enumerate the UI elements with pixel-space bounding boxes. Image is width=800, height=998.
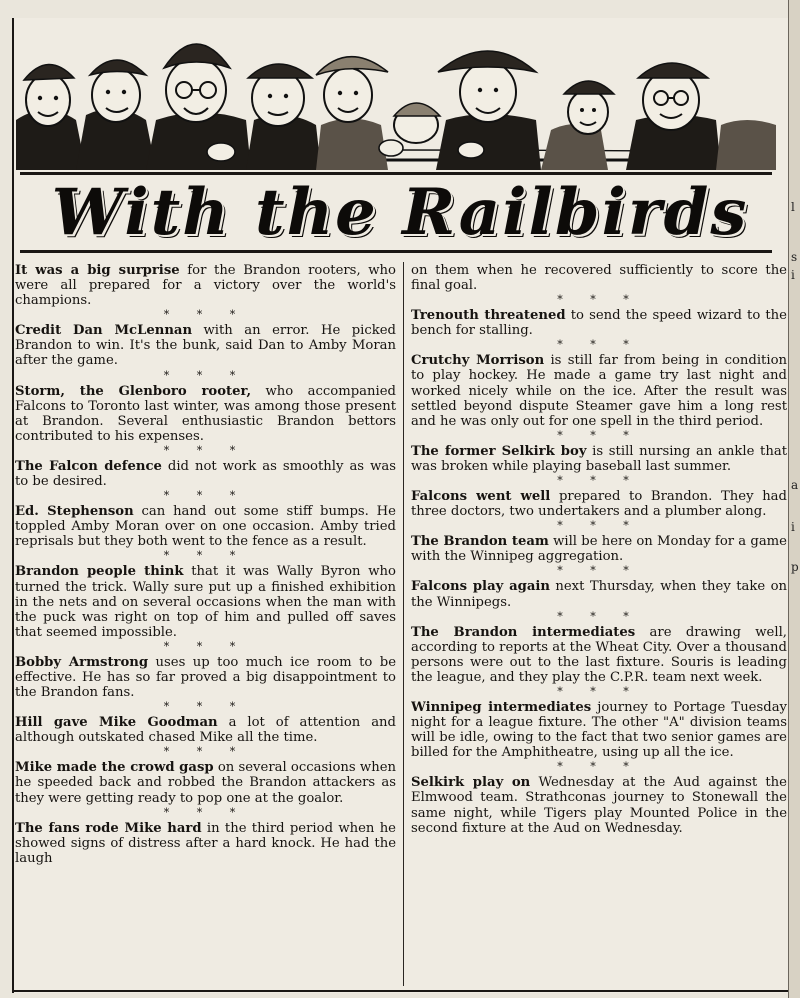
news-item: [15, 715, 396, 745]
news-item-lead: Hill gave Mike Goodman: [15, 715, 218, 731]
column-divider: [403, 262, 404, 986]
news-item: [411, 534, 787, 564]
news-item-lead: Credit Dan McLennan: [15, 323, 193, 339]
news-item: [15, 564, 396, 639]
left-column: [15, 263, 396, 985]
news-item: [15, 384, 396, 444]
item-separator: * * *: [163, 700, 248, 714]
news-item-lead: Bobby Armstrong: [15, 654, 149, 670]
item-separator: * * *: [557, 684, 641, 698]
news-item: [411, 489, 787, 519]
edge-letter: p: [791, 560, 799, 574]
item-separator: * * *: [163, 489, 248, 503]
page-title: With the Railbirds: [51, 175, 749, 250]
news-item-body: on several occasions when he speeded back and robbed the Brandon attackers as they were getting ready to pop one at the goalor.: [15, 760, 396, 806]
news-item-lead: The Falcon defence: [15, 458, 162, 474]
news-item-lead: The Brandon team: [411, 534, 549, 550]
railbirds-cartoon-illustration: [16, 20, 776, 170]
news-item: [411, 700, 787, 760]
news-item-body: that it was Wally Byron who turned the trick. Wally sure put up a finished exhibition in the nets and on several occasions when the man with the puck was right on top of him and pulled off saves that seemed impossible.: [15, 564, 396, 640]
news-item: [411, 263, 787, 293]
edge-letter: a: [791, 478, 799, 492]
news-item-lead: The former Selkirk boy: [411, 443, 587, 459]
news-item-lead: The Brandon intermediates: [411, 624, 636, 640]
edge-letter: l: [791, 200, 795, 214]
title-bottom-rule: [20, 250, 772, 253]
news-item: [15, 323, 396, 368]
item-separator: * * *: [163, 745, 248, 759]
news-item-lead: The fans rode Mike hard: [15, 820, 202, 836]
news-item-body: are drawing well, according to reports at the Wheat City. Over a thousand persons were out to the last fixture. Souris is leading the league, and they play the C.P.R. team next week.: [411, 624, 787, 685]
news-item-body: did not work as smoothly as was to be desired.: [15, 458, 396, 490]
adjacent-page-edge: [788, 0, 800, 998]
news-item: [15, 821, 396, 866]
news-item-body: who accompanied Falcons to Toronto last winter, was among those present at Brandon. Several enthusiastic Brandon bettors contributed to his expenses.: [15, 383, 396, 444]
news-item-body: is still nursing an ankle that was broken while playing baseball last summer.: [411, 443, 787, 474]
item-separator: * * *: [557, 760, 641, 774]
news-item: [15, 655, 396, 700]
news-item-body: for the Brandon rooters, who were all prepared for a victory over the world's champions.: [15, 263, 396, 309]
item-separator: * * *: [557, 609, 641, 623]
news-item-body: with an error. He picked Brandon to win. It's the bunk, said Dan to Amby Moran after the game.: [15, 323, 396, 369]
edge-letter: i: [791, 520, 795, 534]
item-separator: * * *: [557, 519, 641, 533]
news-item: [411, 308, 787, 338]
right-column: [411, 263, 787, 985]
news-item: [15, 263, 396, 308]
news-item: [411, 353, 787, 428]
edge-letter: i: [791, 268, 795, 282]
news-item: [411, 579, 787, 609]
news-item-lead: Trenouth threatened: [411, 308, 566, 324]
news-item: [15, 760, 396, 805]
news-item-body: on them when he recovered sufficiently to score the final goal.: [411, 263, 787, 294]
news-item: [411, 625, 787, 685]
news-item-lead: Storm, the Glenboro rooter,: [15, 383, 252, 399]
news-item-lead: Winnipeg intermediates: [411, 699, 592, 715]
news-item-lead: Falcons play again: [411, 579, 550, 595]
item-separator: * * *: [163, 443, 248, 457]
item-separator: * * *: [163, 639, 248, 653]
news-item-body: in the third period when he showed signs of distress after a hard knock. He had the laugh: [15, 820, 396, 866]
news-item-lead: Falcons went well: [411, 489, 551, 505]
news-item: [411, 444, 787, 474]
item-separator: * * *: [163, 308, 248, 322]
news-item-body: journey to Portage Tuesday night for a league fixture. The other "A" division teams will be idle, owing to the fact that two senior games are billed for the Amphitheatre, using up all the ice.: [411, 699, 787, 761]
news-item-body: will be here on Monday for a game with the Winnipeg aggregation.: [411, 534, 787, 565]
news-item-body: prepared to Brandon. They had three doctors, two undertakers and a plumber along.: [411, 489, 787, 520]
news-item-lead: Mike made the crowd gasp: [15, 760, 214, 776]
item-separator: * * *: [163, 549, 248, 563]
news-item: [15, 504, 396, 549]
news-item-body: next Thursday, when they take on the Winnipegs.: [411, 579, 787, 610]
item-separator: * * *: [557, 428, 641, 442]
news-item-lead: Crutchy Morrison: [411, 353, 545, 369]
news-item-body: uses up too much ice room to be effective. He has so far proved a big disappointment to the Brandon fans.: [15, 654, 396, 701]
news-item: [411, 775, 787, 835]
bottom-rule: [12, 990, 788, 992]
item-separator: * * *: [557, 338, 641, 352]
news-item-lead: Ed. Stephenson: [15, 504, 134, 520]
news-item-body: is still far from being in condition to play hockey. He made a game try last night and worked nicely while on the ice. After the result was settled beyond dispute Steamer gave him a long rest and he was only out for one spell in the third period.: [411, 353, 787, 429]
item-separator: * * *: [163, 805, 248, 819]
news-item-lead: Selkirk play on: [411, 775, 531, 791]
news-item-body: a lot of attention and although outskated chased Mike all the time.: [15, 715, 396, 746]
news-item: [15, 459, 396, 489]
news-item-body: can hand out some stiff bumps. He toppled Amby Moran over on one occasion. Amby tried reprisals but they both went to the fence as a result.: [15, 504, 396, 550]
item-separator: * * *: [163, 368, 248, 382]
edge-letter: s: [791, 250, 798, 264]
news-item-lead: It was a big surprise: [15, 263, 180, 278]
news-item-body: Wednesday at the Aud against the Elmwood team. Strathconas journey to Stonewall the same night, while Tigers play Mounted Police in the second fixture at the Aud on Wednesday.: [411, 775, 787, 836]
item-separator: * * *: [557, 293, 641, 307]
item-separator: * * *: [557, 474, 641, 488]
news-item-body: to send the speed wizard to the bench for stalling.: [411, 308, 787, 339]
item-separator: * * *: [557, 564, 641, 578]
news-item-lead: Brandon people think: [15, 564, 184, 580]
